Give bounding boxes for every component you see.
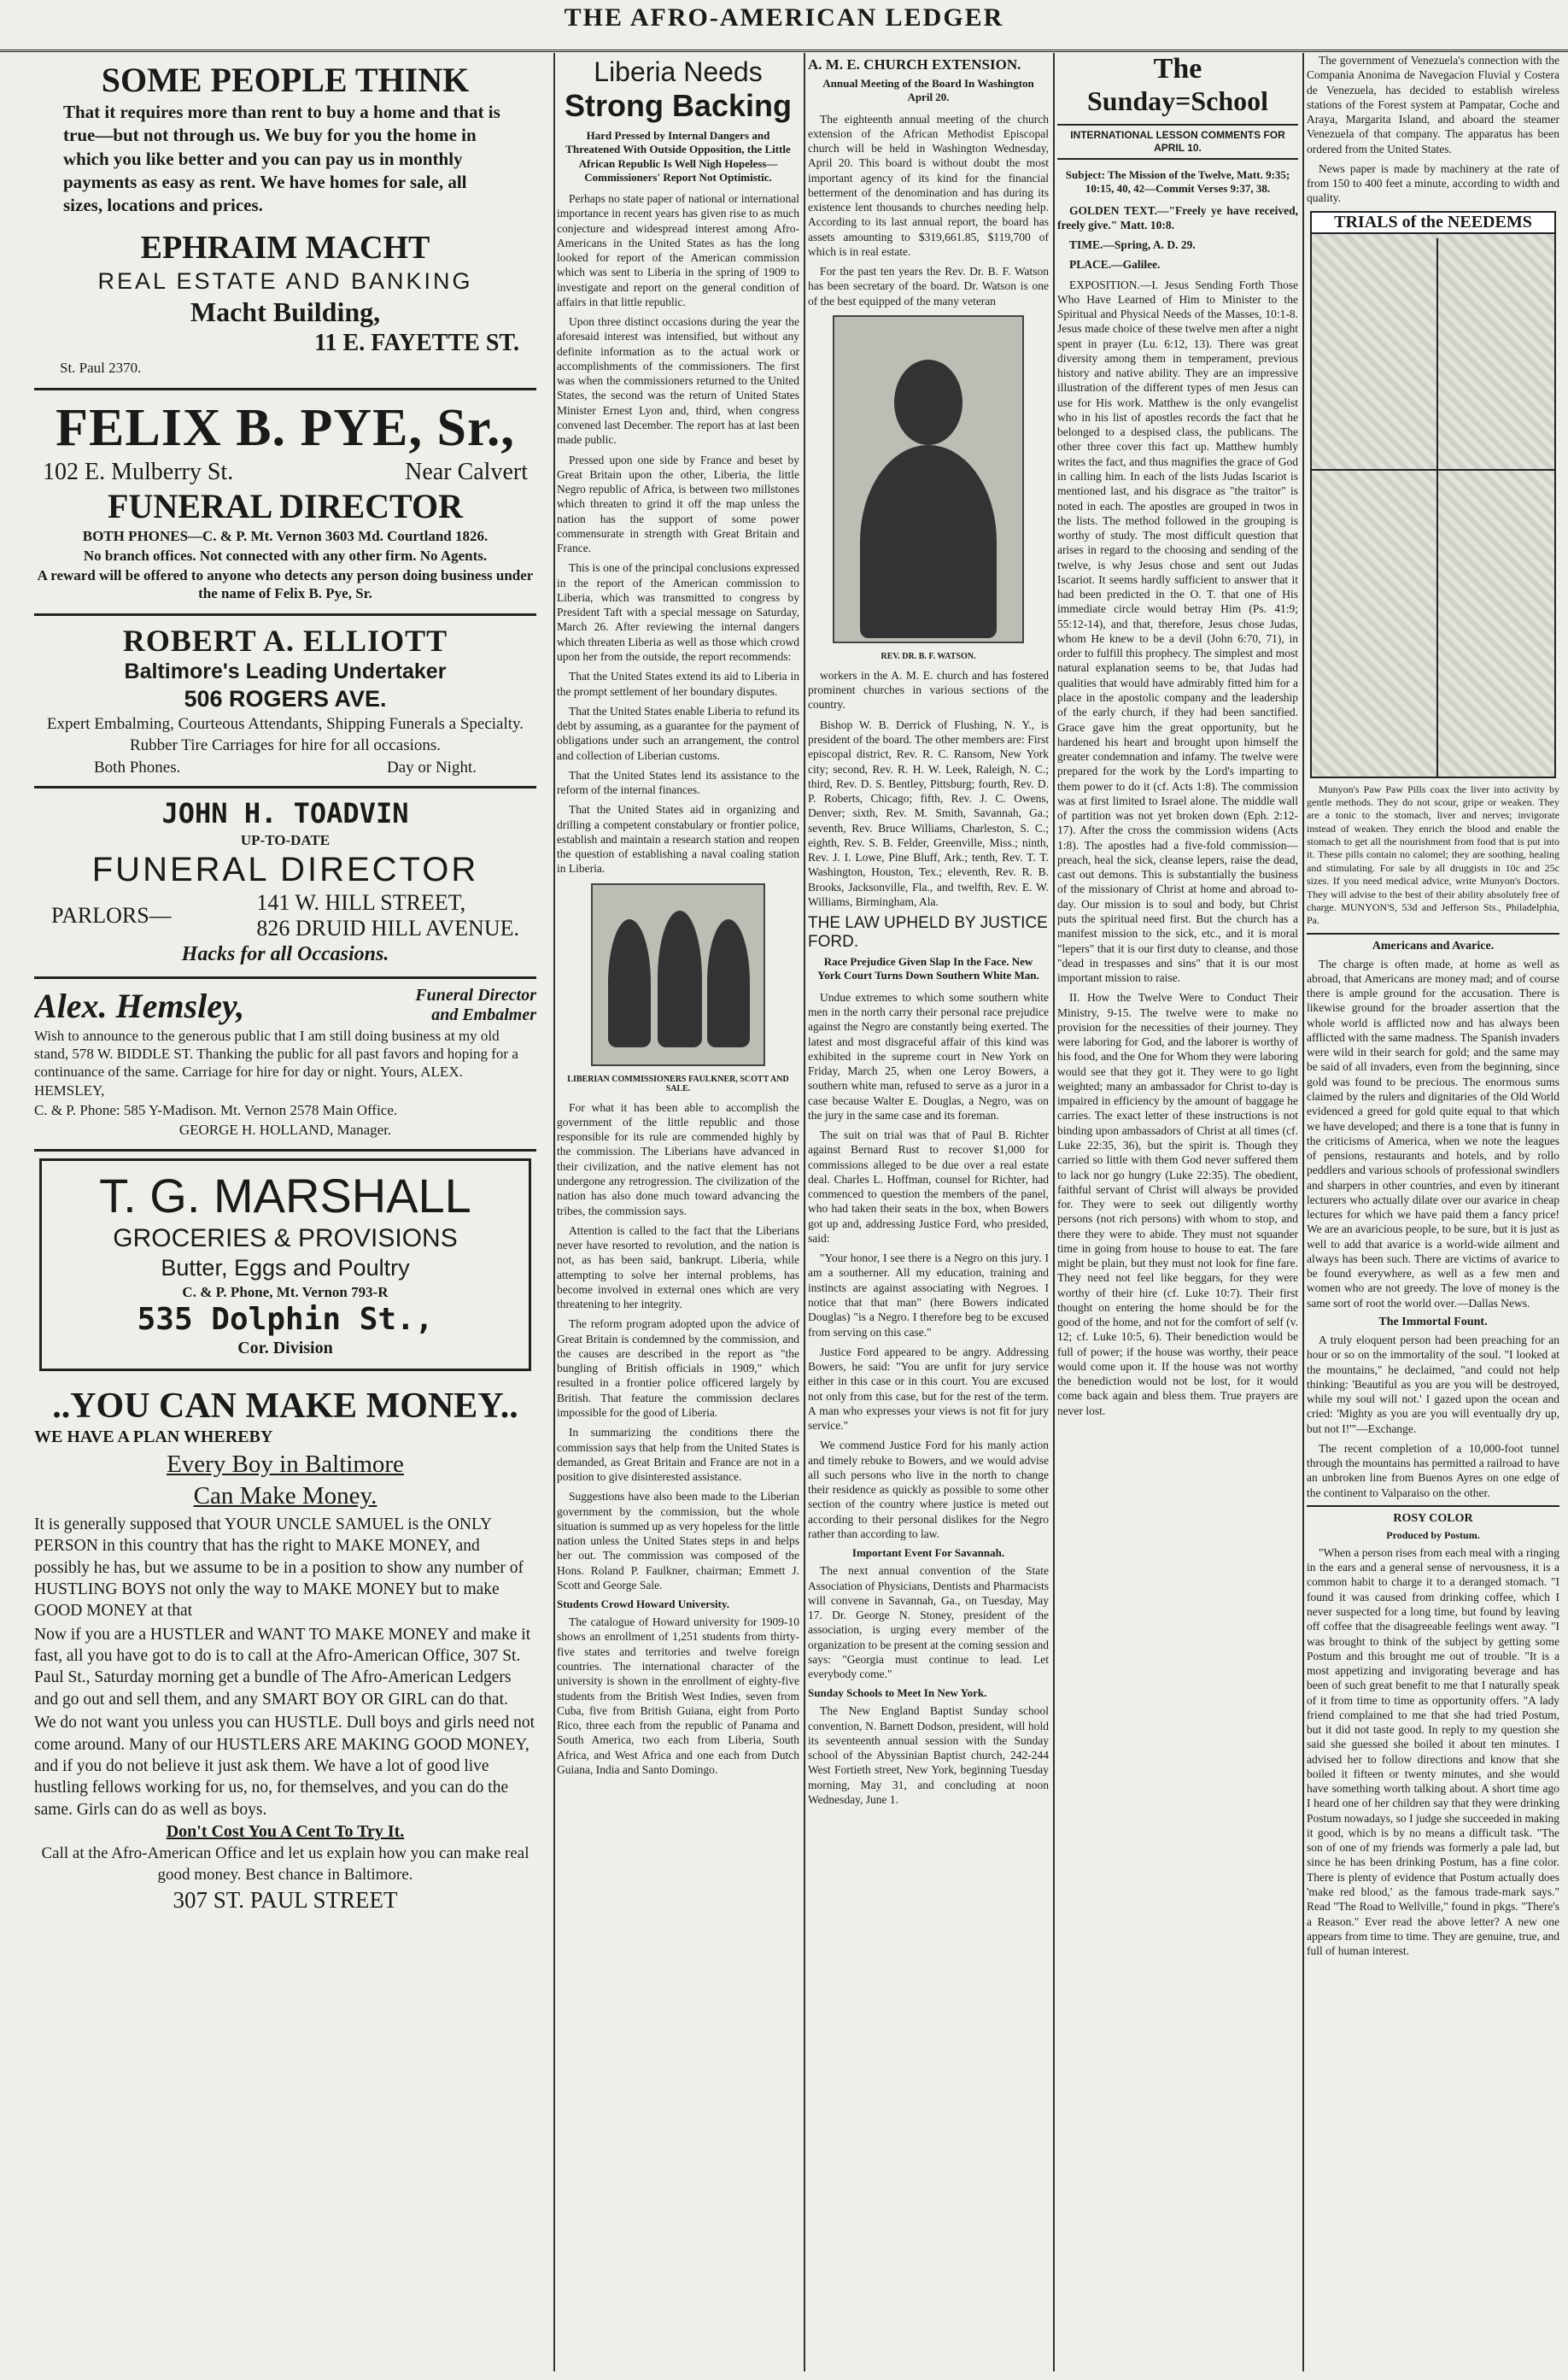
article-deck: Hard Pressed by Internal Dangers and Threatened With Outside Opposition, the Little African Republic Is Well Nigh Hopeless—Commissioners' Report Not Optimistic.	[565, 129, 791, 184]
article-title: THE LAW UPHELD BY JUSTICE FORD.	[808, 914, 1048, 952]
paragraph: The eighteenth annual meeting of the church extension of the African Methodist Episcopal church will be held in Washington Wednesday, April 20. This board is without doubt the most important agency of its kind for the financial betterment of the denomination and has during its existence lent thousands to churches needing help. According to its last annual report, the board has assets amounting to $319,661.85, $119,700 of which is in real estate.	[808, 112, 1049, 258]
article-title: Sunday=School	[1086, 85, 1269, 116]
ad-paragraph: Now if you are a HUSTLER and WANT TO MAKE MONEY and make it fast, all you have got to do is to call at the Afro-American Office, 307 St. Paul St., Saturday morning get a bundle of The Afro-American Ledgers and go out and sell them, and any SMART BOY OR GIRL can do that.	[34, 1625, 531, 1709]
article-heading: ROSY COLOR	[1307, 1505, 1559, 1526]
ad-near: Near Calvert	[405, 458, 528, 485]
paragraph: Pressed upon one side by France and beset by Great Britain upon the other, Liberia, the little Negro republic of Africa, is between two millstones which threaten to grind it off the map unless the nation has the support of some power commensurate in strength with Great Britain and France.	[557, 453, 799, 555]
pye-ad	[34, 390, 536, 616]
column-rule	[1302, 53, 1304, 2371]
ad-phones: BOTH PHONES—C. & P. Mt. Vernon 3603 Md. Courtland 1826.	[82, 527, 489, 544]
ad-address: 826 DRUID HILL AVENUE.	[256, 915, 519, 941]
cartoon-title: TRIALS of the NEEDEMS	[1312, 213, 1554, 234]
paragraph: The New England Baptist Sunday school convention, N. Barnett Dodson, president, will hold its seventeenth annual session with the Sunday school of the Abyssinian Baptist church, 242-244 West Fortieth street, New York, beginning Tuesday morning, May 31, and concluding at noon Wednesday, June 1.	[808, 1704, 1049, 1806]
ame-column	[808, 53, 1049, 2371]
ad-phone: C. & P. Phone, Mt. Vernon 793-R	[182, 1284, 389, 1301]
ad-address: 141 W. HILL STREET,	[256, 889, 466, 915]
lesson-heading: INTERNATIONAL LESSON COMMENTS FOR APRIL 10.	[1057, 124, 1298, 160]
paragraph: The recent completion of a 10,000-foot tunnel through the mountains has permitted a railroad to have an unbroken line from Buenos Ayres on one edge of the continent to Valparaiso on the other.	[1307, 1441, 1559, 1499]
toadvin-ad	[34, 788, 536, 979]
paragraph: "When a person rises from each meal with a ringing in the ears and a general sense of nervousness, it is a common habit to charge it to a deranged stomach. "I found it was caused from drinking coffee, which I never suspected for a long time, but found by leaving off coffee that the disagreeable feelings went away. "I was brought to think of the subject by getting some Postum and this brought me out of trouble. "It is a most appetizing and invigorating beverage and has been of such great benefit to me that I naturally speak of it from time to time as opportunity offers. "A lady friend complained to me that she had tried Postum, but it did not taste good. In reply to my question she said she guessed she boiled it about ten minutes. I advised her to follow directions and know that she boiled it fifteen or twenty minutes, and she would have something worth talking about. A short time ago I heard one of her children say that they were drinking Postum nowadays, so I judge she succeeded in making it good, which is by no means a difficult task. "The son of one of my friends was formerly a pale lad, but since he has been drinking Postum, has a fine color. There is plenty of evidence that Postum actually does 'make red blood,' as the famous trade-mark says." Read "The Road to Wellville," found in pkgs. "There's a Reason." Ever read the above letter? A new one appears from time to time. They are genuine, true, and full of human interest.	[1307, 1545, 1559, 1958]
ad-business-name: ROBERT A. ELLIOTT	[122, 623, 448, 658]
golden-text: GOLDEN TEXT.—"Freely ye have received, freely give." Matt. 10:8.	[1057, 203, 1298, 232]
paragraph: Undue extremes to which some southern white men in the north carry their personal race prejudice against the Negro are constantly being exerted. The latest and most disgraceful affair of this kind was exhibited in the supreme court in New York on Friday, March 25, when one Leroy Bowers, a southern white man, refused to serve as a juror in a case because Walter E. Douglas, a Negro, was on the jury in the same case and its foreman.	[808, 990, 1049, 1122]
paragraph: For what it has been able to accomplish the government of the little republic and those responsible for its rule are commended highly by the commission. The Liberians have advanced in their civilization, and the native element has not undergone any retrogression. The civilization of the nation has also done much toward advancing the tribes, the commission says.	[557, 1100, 799, 1217]
ad-manager: GEORGE H. HOLLAND, Manager.	[178, 1122, 392, 1139]
ad-line: Every Boy in Baltimore	[167, 1451, 404, 1479]
article-title: A. M. E. CHURCH EXTENSION.	[808, 56, 1021, 73]
ad-cost: Don't Cost You A Cent To Try It.	[166, 1821, 405, 1841]
lesson-time: TIME.—Spring, A. D. 29.	[1069, 238, 1196, 252]
paragraph: II. How the Twelve Were to Conduct Their Ministry, 9-15. The twelve were to make no provision for the necessities of their journey. They were laboring for God, and the laborer is worthy of his food, and the One for Whom they were laboring would see that they got it. They were to go light weighted; many an ambassador for Christ to-day is impaired in efficiency by the amount of baggage he carries. The exact letter of these instructions is not binding upon ambassadors of Christ at all times (cf. Luke 22:35, 36), but the spirit is. Though they carried so little with them God never suffered them to lack nor go hungry (Luke 22:35). The obedient, faithful servant of Christ will always be provided for. They were to seek out diligently worthy persons (not rich persons) with whom to stop, and there they were to abide. They must not squander time in going from house to house to eat. The fare might be plain, but they must not look for fine fare. They need not feel like beggars, for they were worthy of their hire (cf. Luke 10:7). Their first thought on entering the home should be for the good of the home, and not for the comfort of self (v. 12; cf. Luke 10:5, 6). Their benediction would be full of power; if the house was worthy, their peace would come upon it. If the house was not worthy the benediction would not be lost, for it would come back again and bless them. True prayers are never lost.	[1057, 991, 1298, 1417]
ad-line: Can Make Money.	[193, 1482, 377, 1510]
photo-caption: LIBERIAN COMMISSIONERS FAULKNER, SCOTT AND SALE.	[567, 1074, 789, 1093]
munyon-ad: Munyon's Paw Paw Pills coax the liver into activity by gentle methods. They do not scour, gripe or weaken. They are a tonic to the stomach, liver and nerves; invigorate instead of weaken. They enrich the blood and enable the stomach to get all the nourishment from food that is put into it. These pills contain no calomel; they are soothing, healing and stimulating. For sale by all druggists in 10c and 25c sizes. If you need medical advice, write Munyon's Doctors. They will advise to the best of their ability absolutely free of charge. MUNYON'S, 53d and Jefferson Sts., Philadelphia, Pa.	[1307, 783, 1559, 927]
liberia-column	[557, 53, 799, 2371]
paragraph: In summarizing the conditions there the commission says that help from the United States is demanded, as Great Britain and France are not in a position to give disinterested assistance.	[557, 1426, 799, 1484]
article-title: Liberia Needs	[594, 56, 763, 87]
paragraph: That the United States enable Liberia to refund its debt by assuming, as a guarantee for the payment of obligations under such an arrangement, the control and collection of Liberian customs.	[557, 704, 799, 762]
sunday-school-column	[1057, 53, 1298, 2371]
column-rule	[553, 53, 555, 2371]
ad-line: UP-TO-DATE	[240, 831, 331, 848]
column-rule	[1053, 53, 1055, 2371]
needems-cartoon	[1310, 211, 1556, 778]
misc-column	[1307, 53, 1559, 2371]
ad-paragraph: We do not want you unless you can HUSTLE. Dull boys and girls need not come around. Many of our HUSTLERS ARE MAKING GOOD MONEY, and if you do not believe it just ask them. We have a lot of good live hustling fellows working for us, no, for themselves, and you can do the same. Girls can do as well as boys.	[34, 1714, 535, 1819]
paragraph: The catalogue of Howard university for 1909-10 shows an enrollment of 1,251 students from thirty-five states and territories and twelve foreign countries. The international character of the university is shown in the enrollment of eighty-five students from the British West Indies, seven from Cuba, five from British Guiana, eight from Porto Rico, three each from the republic of Panama and South America, two each from Liberia, South Africa, and West Africa and one each from Dutch Guiana, India and Santo Domingo.	[557, 1615, 799, 1776]
ad-call: Call at the Afro-American Office and let us explain how you can make real good money. Best chance in Baltimore.	[41, 1844, 529, 1884]
paragraph: EXPOSITION.—I. Jesus Sending Forth Those Who Have Learned of Him to Minister to the Spiritual and Physical Needs of the Masses, 10:1-8. Jesus made choice of these twelve men after a night spent in prayer (Lu. 6:12, 13). There was great diversity among them in temperament, previous history and native ability. They are an impressive illustration of the different types of men Jesus can use for His work. Matthew is the only evangelist who in his list of apostles records the fact that he belonged to a despised class, the publicans. The other three cover this fact up. Matthew humbly writes the fact, and thus magnifies the grace of God in calling him. In each of the lists Judas Iscariot is mentioned last, and his disgrace as "the traitor" is noted in each. The apostles are grouped in twos in the lists. The method followed in the grouping is worthy of study. The most difficult question that arises in regard to the choosing and sending of the twelve, is why Jesus chose and sent out Judas Iscariot. It seems hardly sufficient to answer that it had been predicted in the O. T. that one of His immediate circle would betray Him (Ps. 41:9; 55:12-14), and that, therefore, Jesus chose Judas, whom He knew to be a devil (John 6:70, 71), in order to fulfill this prophecy. The simplest and most natural explanation seems to be, that Judas had qualities that would have admirably fitted him for a place in the apostolic company and the leadership of the early church, if they had been sanctified. Grace gave him the great opportunity, but he hardened his heart and brought upon himself the greater condemnation and infamy. The twelve were prepared for the work by the Lord's imparting to them power to do it (cf. Acts 1:8). The commission was at first limited to Israel alone. The middle wall of partition was not yet broken down (Eph. 2:12-17). After the cross the commission widens (Acts 1:8). The apostles had a five-fold commission—preach, heal the sick, cleanse lepers, raise the dead, cast out demons. This is substantially the business of the missionary of Christ at home and abroad to-day. Our mission is to soul and body, but Christ puts the spiritual need first. But the church has a manifest mission to the sick, etc., and it is moral "lepers" that it is our first duty to cleanse, and those "dead in trespasses and sins" that it is our most important mission to raise.	[1057, 278, 1298, 985]
ad-line: REAL ESTATE AND BANKING	[97, 268, 473, 295]
advertisements-column	[34, 53, 547, 2371]
article-title: Strong Backing	[564, 88, 793, 123]
paragraph: Bishop W. B. Derrick of Flushing, N. Y., is president of the board. The other members are: First episcopal district, Rev. R. C. Ransom, New York city; second, Rev. R. H. W. Leek, Raleigh, N. C.; third, Rev. D. S. Bentley, Pittsburg; fourth, Rev. D. P. Roberts, Chicago; fifth, Rev. J. C. Owens, Denver; sixth, Rev. M. Smith, Savannah, Ga.; seventh, Rev. Bruce Williams, Charleston, S. C.; eighth, Rev. S. B. Felder, Greenville, Miss.; ninth, Rev. J. I. Lowe, Pine Bluff, Ark.; tenth, Rev. T. T. Washington, Houston, Tex.; eleventh, Rev. R. B. Brooks, Jacksonville, Fla., and twelfth, Rev. E. W. Williams, Birmingham, Ala.	[808, 718, 1049, 908]
article-subheading: Produced by Postum.	[1386, 1528, 1480, 1541]
ad-address: 307 ST. PAUL STREET	[173, 1887, 398, 1914]
paragraph: Attention is called to the fact that the Liberians never have resorted to revolution, and the nation is not, as has been said, bankrupt. Liberia, while attempting to solve her internal problems, has become involved in external ones which are very threatening to her integrity.	[557, 1223, 799, 1311]
article-heading: Students Crowd Howard University.	[557, 1597, 730, 1611]
ad-building: Macht Building,	[190, 296, 381, 328]
ad-business-name: Alex. Hemsley,	[34, 986, 245, 1025]
commissioners-photo	[591, 883, 765, 1066]
ad-line: Butter, Eggs and Poultry	[161, 1255, 410, 1281]
make-money-ad	[34, 1378, 536, 1924]
ad-title: Funeral Director and Embalmer	[415, 985, 536, 1024]
ad-parlors: PARLORS—	[51, 902, 172, 928]
ad-paragraph: It is generally supposed that YOUR UNCLE SAMUEL is the ONLY PERSON in this country that has the right to MAKE MONEY, and possibly he has, but we assume to be in a position to show any number of HUSTLING BOYS not only the way to MAKE MONEY but to make GOOD MONEY at that	[34, 1515, 524, 1621]
article-heading: The Immortal Fount.	[1378, 1315, 1488, 1328]
paragraph: Justice Ford appeared to be angry. Addressing Bowers, he said: "You are unfit for jury service either in this case or in this court. You are excused not only from this case, but for the rest of the term. A man who expresses your views is not fit for jury service."	[808, 1345, 1049, 1433]
ad-phone: C. & P. Phone: 585 Y-Madison. Mt. Vernon 2578 Main Office.	[34, 1101, 398, 1118]
macht-ad	[34, 53, 536, 390]
paragraph: The next annual convention of the State Association of Physicians, Dentists and Pharmacists will convene in Savannah, Ga., on Tuesday, May 17. Dr. George N. Stoney, president of the association, is urging every member of the organization to be present at the coming session and says: "Georgia must continue to lead. Let everybody come."	[808, 1564, 1049, 1681]
ad-headline: SOME PEOPLE THINK	[101, 61, 470, 99]
ad-line: WE HAVE A PLAN WHEREBY	[34, 1427, 273, 1447]
ad-body: Expert Embalming, Courteous Attendants, Shipping Funerals a Specialty. Rubber Tire Carriages for hire for all occasions.	[46, 715, 524, 754]
ad-line: GROCERIES & PROVISIONS	[113, 1224, 458, 1253]
ad-phones: Both Phones.	[94, 758, 181, 777]
ad-title: FUNERAL DIRECTOR	[108, 486, 463, 525]
ad-business-name: T. G. MARSHALL	[99, 1169, 471, 1223]
ad-address: 506 ROGERS AVE.	[184, 686, 387, 712]
ad-note: A reward will be offered to anyone who detects any person doing business under the name of Felix B. Pye, Sr.	[37, 567, 534, 602]
paragraph: For the past ten years the Rev. Dr. B. F. Watson has been secretary of the board. Dr. Watson is one of the best equipped of the many veteran	[808, 265, 1049, 308]
ad-corner: Cor. Division	[237, 1338, 333, 1357]
watson-portrait	[833, 315, 1024, 643]
article-heading: Americans and Avarice.	[1307, 933, 1559, 953]
ad-address: 11 E. FAYETTE ST.	[314, 330, 519, 357]
paragraph: Suggestions have also been made to the Liberian government by the commission, but the whole situation is summed up as very hopeless for the little nation unless the United States steps in and helps her out. The commission was composed of the Hons. Roland P. Faulkner, chairman; Emmett J. Scott and George Sale.	[557, 1490, 799, 1592]
paragraph: "Your honor, I see there is a Negro on this jury. I am a southerner. All my education, training and instincts are against associating with Negroes. I notice that that man" (here Bowers indicated Douglas) "is a Negro. I therefore beg to be excused from serving on this case."	[808, 1252, 1049, 1339]
ad-headline: ..YOU CAN MAKE MONEY..	[52, 1386, 518, 1426]
ad-phone: St. Paul 2370.	[60, 360, 142, 377]
article-deck: Race Prejudice Given Slap In the Face. New York Court Turns Down Southern White Man.	[817, 955, 1039, 982]
paragraph: The government of Venezuela's connection with the Compania Anonima de Navegacion Fluvial y Costera de Venezuela, has decided to establish wireless stations of the Forest system at Pampatar, Coche and Araya, Margarita Island, and aboard the steamer Venezuela of that company. The apparatus has been ordered from the United States.	[1307, 54, 1559, 155]
paragraph: Upon three distinct occasions during the year the aforesaid interest was intensified, but without any definite information as to the actual work or accomplishments of the commissioners. The first was when the commissioners returned to the United States, the second was the return of United States Minister Ernest Lyon and, third, when congress convened last December. The report has at last been made public.	[557, 315, 799, 447]
marshall-ad	[39, 1158, 531, 1370]
paragraph: The suit on trial was that of Paul B. Richter against Bernard Rust to recover $1,000 for commissions alleged to be due over a real estate deal. Charles L. Hoffman, counsel for Richter, had commenced to question the members of the panel, who had taken their seats in the box, when Bowers got up and, addressing Justice Ford, who presided, said:	[808, 1128, 1049, 1245]
ad-business-name: FELIX B. PYE, Sr.,	[56, 398, 515, 457]
ad-note: No branch offices. Not connected with any other firm. No Agents.	[83, 547, 488, 564]
paragraph: That the United States aid in organizing and drilling a competent constabulary or frontier police, establish and maintain a research station and reopen the question of establishing a naval coaling station in Liberia.	[557, 803, 799, 876]
lesson-subject: Subject: The Mission of the Twelve, Matt. 9:35; 10:15, 40, 42—Commit Verses 9:37, 38.	[1065, 168, 1290, 196]
column-rule	[804, 53, 805, 2371]
ad-line: Baltimore's Leading Undertaker	[124, 659, 447, 684]
article-heading: Important Event For Savannah.	[851, 1546, 1005, 1560]
article-title: The	[1153, 53, 1202, 85]
paragraph: workers in the A. M. E. church and has fostered prominent churches in various sections of the country.	[808, 668, 1049, 712]
ad-business-name: JOHN H. TOADVIN	[161, 796, 409, 829]
ad-body: That it requires more than rent to buy a home and that is true—but not through us. We buy for you the home in which you like better and you can pay us in monthly payments as easy as rent. We have homes for sale, all sizes, locations and prices.	[63, 102, 500, 216]
paragraph: We commend Justice Ford for his manly action and timely rebuke to Bowers, and we would advise all such persons who live in the north to change their residence as quickly as possible to some other section of the country where justice is meted out according to their personal dislikes for the Negro rather than according to law.	[808, 1439, 1049, 1540]
ad-body: Wish to announce to the generous public that I am still doing business at my old stand, 578 W. BIDDLE ST. Thanking the public for all past favors and hoping for a continuance of the same. Carriage for hire for day or night. Yours, ALEX. HEMSLEY,	[34, 1027, 518, 1099]
ad-address: 535 Dolphin St.,	[137, 1302, 434, 1338]
paragraph: This is one of the principal conclusions expressed in the report of the American commission to Liberia, which was transmitted to congress by President Taft with a special message on Saturday, March 26. After reviewing the internal dangers which threaten Liberia as well as those which crowd upon her from the outside, the report recommends:	[557, 561, 799, 663]
lesson-place: PLACE.—Galilee.	[1069, 258, 1161, 272]
paragraph: News paper is made by machinery at the rate of from 150 to 400 feet a minute, according to width and quality.	[1307, 161, 1559, 205]
article-deck: Annual Meeting of the Board In Washington April 20.	[822, 77, 1034, 104]
hemsley-ad	[34, 979, 536, 1152]
ad-business-name: EPHRAIM MACHT	[140, 230, 430, 267]
elliott-ad	[34, 616, 536, 788]
masthead: THE AFRO-AMERICAN LEDGER	[0, 0, 1568, 52]
paragraph: Perhaps no state paper of national or international importance in recent years has given rise to as much conjecture and widespread interest among Afro-Americans in the United States as has the long looked for report of the American commission which was sent to Liberia in the spring of 1909 to investigate and report on the general condition of affairs in that little republic.	[557, 192, 799, 308]
ad-hacks: Hacks for all Occasions.	[181, 942, 389, 965]
photo-caption: REV. DR. B. F. WATSON.	[881, 651, 976, 661]
article-heading: Sunday Schools to Meet In New York.	[808, 1686, 987, 1700]
paragraph: The charge is often made, at home as well as abroad, that Americans are money mad; and of course there is ample ground for the accusation. There is likewise ground for the broader assertion that the whole world is afflicted now and has always been afflicted with the same madness. The Spanish invaders were wild in their search for gold; and the same may be said of all invaders, even from the beginning, since gold was found to be precious. The enormous sums claimed by the rulers and dignitaries of the Old World evidenced a greed for gold quite equal to that which we have developed; and there is a tone that is funny in the criticisms of America, when we note the leagues of pensions, restaurants and hotels, and by rollo peddlers and various schools of professional swindlers and sharpers in other countries, and even by itinerant lecturers who actually dilate over our avarice in cheap lectures for which we have paid them a fancy price! We are an avaricious people, to be sure, but it is just as well to add that avarice is a world-wide ailment and always has been such. There are victims of avarice to be found everywhere, as well as a few men and women who are not greedy. The love of money is the same sort of root the world over.—Dallas News.	[1307, 957, 1559, 1310]
ad-hours: Day or Night.	[386, 758, 477, 777]
paragraph: That the United States lend its assistance to the reform of the internal finances.	[557, 768, 799, 797]
ad-address: 102 E. Mulberry St.	[43, 458, 234, 485]
paragraph: That the United States extend its aid to Liberia in the prompt settlement of her boundary disputes.	[557, 670, 799, 698]
paragraph: The reform program adopted upon the advice of Great Britain is condemned by the commission, and the causes are described in the report as "the bungling of British officials in 1909," which resulted in a frontier police officered largely by British. That feature the commission declares impossible for the good of Liberia.	[557, 1317, 799, 1419]
paragraph: A truly eloquent person had been preaching for an hour or so on the immortality of the soul. "I looked at the mountains," he declaimed, "and could not help thinking: 'Beautiful as you are you will be destroyed, while my soul will not.' I gazed upon the ocean and cried: 'Mighty as you are you will eventually dry up, but not I!'"—Exchange.	[1307, 1333, 1559, 1435]
ad-title: FUNERAL DIRECTOR	[91, 850, 479, 888]
